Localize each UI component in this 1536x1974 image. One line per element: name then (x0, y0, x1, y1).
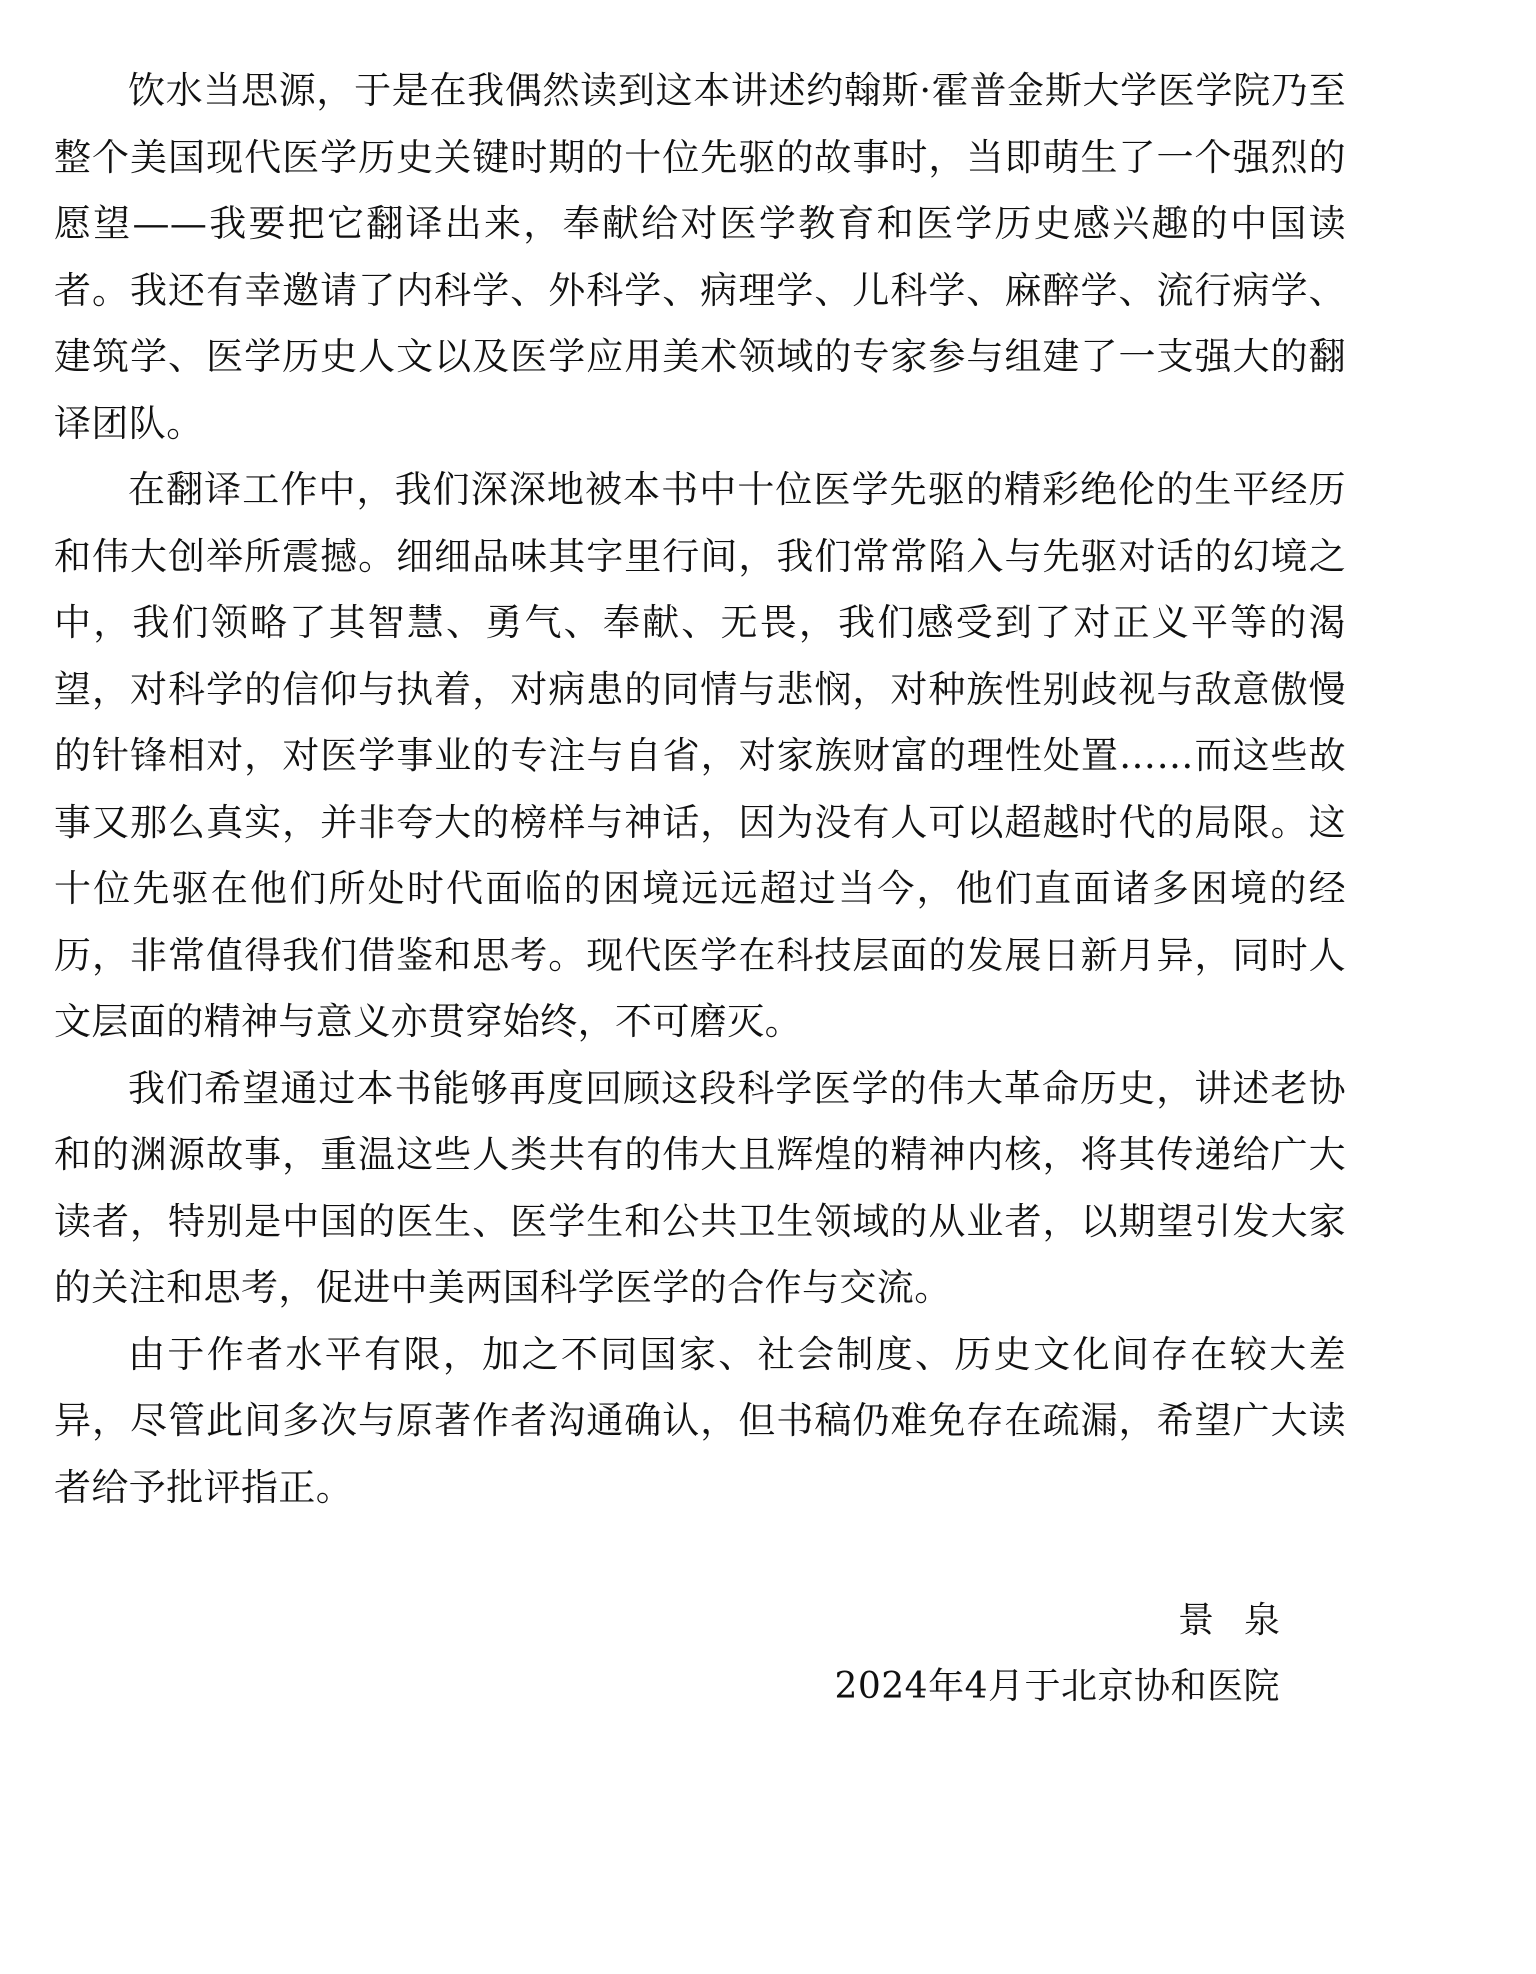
signature-date-place: 2024年4月于北京协和医院 (834, 1666, 1280, 1707)
paragraph-1: 饮水当思源，于是在我偶然读到这本讲述约翰斯·霍普金斯大学医学院乃至整个美国现代医学历史关键时期的十位先驱的故事时，当即萌生了一个强烈的愿望——我要把它翻译出来，奉献给对医学教育和医学历史感兴趣的中国读者。我还有幸邀请了内科学、外科学、病理学、儿科学、麻醉学、流行病学、建筑学、医学历史人文以及医学应用美术领域的专家参与组建了一支强大的翻译团队。 (54, 69, 1346, 445)
preface-body (54, 58, 1346, 1521)
paragraph-2: 在翻译工作中，我们深深地被本书中十位医学先驱的精彩绝伦的生平经历和伟大创举所震撼。细细品味其字里行间，我们常常陷入与先驱对话的幻境之中，我们领略了其智慧、勇气、奉献、无畏，我们感受到了对正义平等的渴望，对科学的信仰与执着，对病患的同情与悲悯，对种族性别歧视与敌意傲慢的针锋相对，对医学事业的专注与自省，对家族财富的理性处置……而这些故事又那么真实，并非夸大的榜样与神话，因为没有人可以超越时代的局限。这十位先驱在他们所处时代面临的困境远远超过当今，他们直面诸多困境的经历，非常值得我们借鉴和思考。现代医学在科技层面的发展日新月异，同时人文层面的精神与意义亦贯穿始终，不可磨灭。 (54, 468, 1346, 1043)
paragraph-3: 我们希望通过本书能够再度回顾这段科学医学的伟大革命历史，讲述老协和的渊源故事，重温这些人类共有的伟大且辉煌的精神内核，将其传递给广大读者，特别是中国的医生、医学生和公共卫生领域的从业者，以期望引发大家的关注和思考，促进中美两国科学医学的合作与交流。 (54, 1066, 1346, 1309)
signature-name: 景泉 (1177, 1600, 1310, 1641)
paragraph-4: 由于作者水平有限，加之不同国家、社会制度、历史文化间存在较大差异，尽管此间多次与原著作者沟通确认，但书稿仍难免存在疏漏，希望广大读者给予批评指正。 (54, 1332, 1346, 1509)
signature-block (834, 1588, 1310, 1720)
